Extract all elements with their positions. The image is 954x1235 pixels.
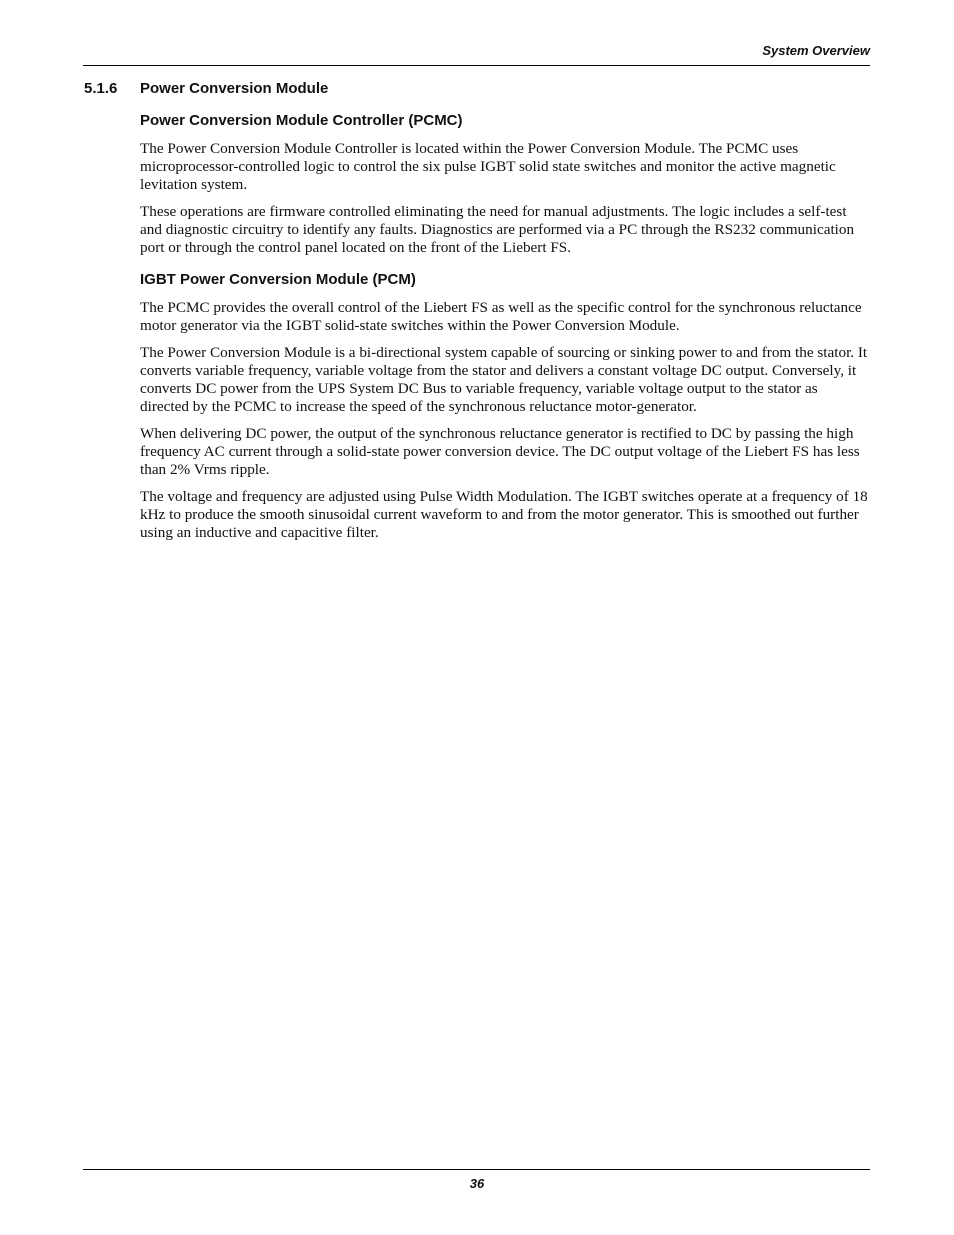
paragraph: The Power Conversion Module is a bi-directional system capable of sourcing or sinking power to and from the stator. It converts variable frequency, variable voltage from the stator and delivers a constant voltage DC output. Conversely, it converts DC power from the UPS System DC Bus to variable frequency, variable voltage output to the stator as directed by the PCMC to increase the speed of the synchronous reluctance motor-generator. (140, 344, 868, 415)
paragraph: These operations are firmware controlled eliminating the need for manual adjustments. The logic includes a self-test and diagnostic circuitry to identify any faults. Diagnostics are performed via a PC through the RS232 communication port or through the control panel located on the front of the Liebert FS. (140, 203, 855, 256)
footer-rule (83, 1169, 870, 1170)
paragraph: The Power Conversion Module Controller is located within the Power Conversion Module. The PCMC uses microprocessor-controlled logic to control the six pulse IGBT solid state switches and monitor the active magnetic levitation system. (140, 140, 836, 193)
subsection-heading-pcmc: Power Conversion Module Controller (PCMC) (140, 112, 463, 129)
section-heading (84, 80, 328, 97)
section-number: 5.1.6 (84, 80, 118, 97)
paragraph: The voltage and frequency are adjusted using Pulse Width Modulation. The IGBT switches operate at a frequency of 18 kHz to produce the smooth sinusoidal current waveform to and from the motor generator. This is smoothed out further using an inductive and capacitive filter. (140, 488, 868, 541)
paragraph: When delivering DC power, the output of the synchronous reluctance generator is rectified to DC by passing the high frequency AC current through a solid-state power conversion device. The DC output voltage of the Liebert FS has less than 2% Vrms ripple. (140, 425, 860, 478)
body-content (140, 111, 868, 551)
paragraph: The PCMC provides the overall control of the Liebert FS as well as the specific control for the synchronous reluctance motor generator via the IGBT solid-state switches within the Power Conversion Module. (140, 299, 862, 334)
section-title: Power Conversion Module (140, 80, 329, 97)
page-number: 36 (469, 1176, 485, 1191)
running-header: System Overview (762, 43, 870, 58)
header-rule (83, 65, 870, 66)
subsection-heading-pcm: IGBT Power Conversion Module (PCM) (140, 271, 416, 288)
